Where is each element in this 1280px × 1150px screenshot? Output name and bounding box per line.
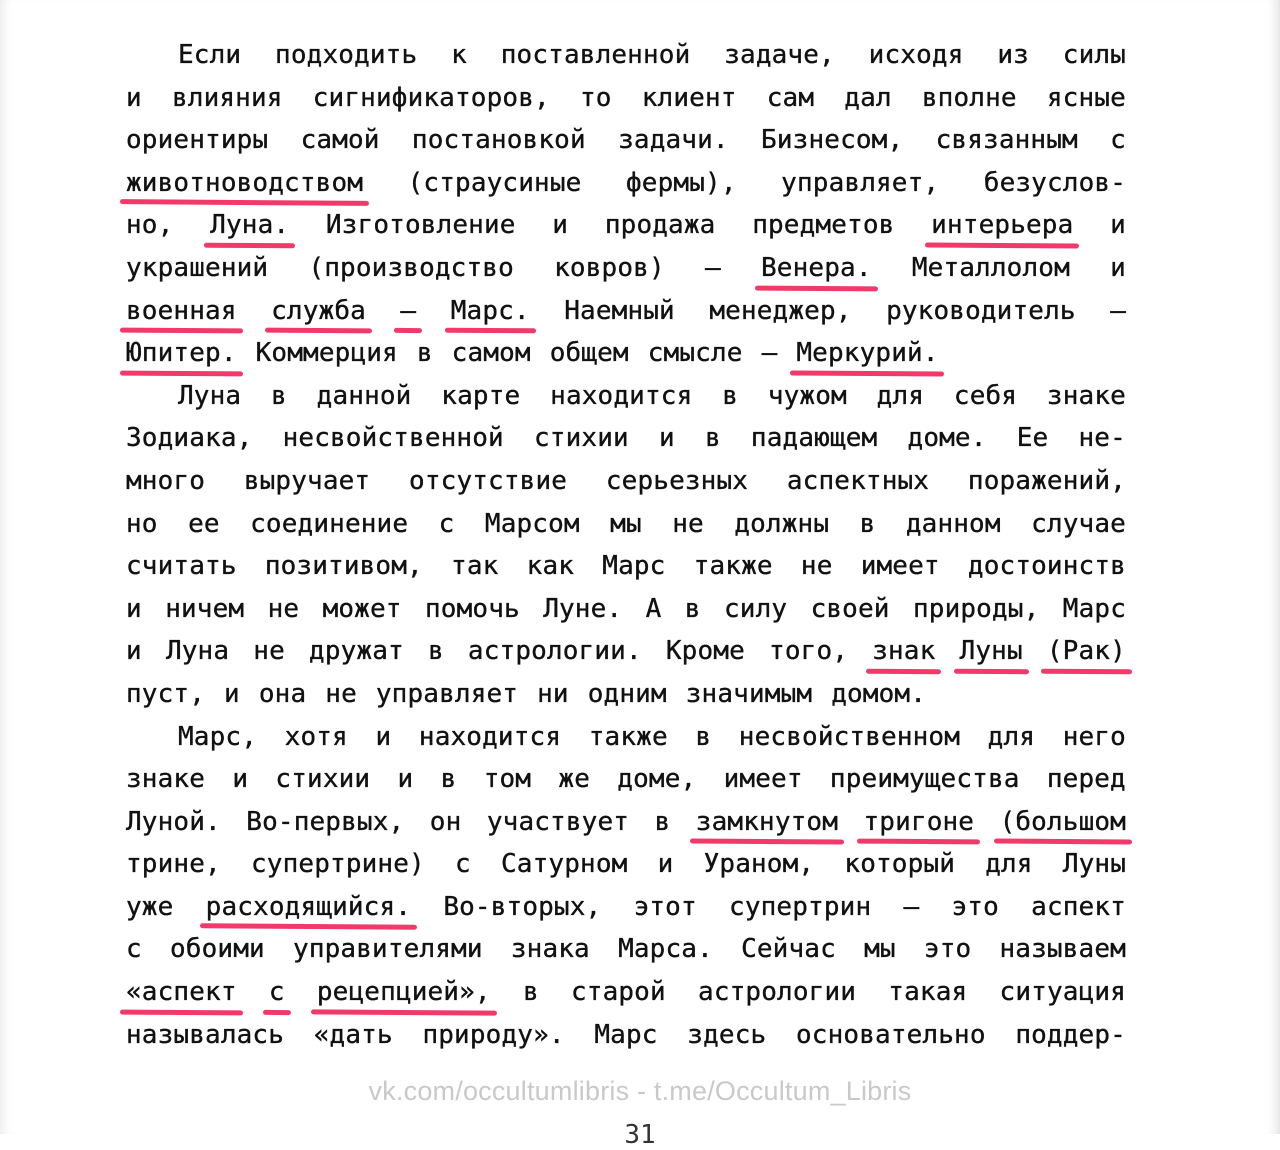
word: (производство [308,252,514,283]
word: то [579,82,612,113]
text-line [126,332,1126,375]
word: одним [587,678,667,709]
word: такая [888,977,968,1008]
word: Бизнесом, [761,125,904,156]
highlighted-word: «аспект [126,971,237,1014]
word: не [267,593,300,624]
word: должны [734,508,830,539]
highlighted-word: интерьера [931,204,1073,247]
text-line [126,417,1126,460]
word: в [695,721,712,752]
word: самом [451,338,531,369]
highlighted-word: расходящийся. [206,886,411,929]
word: имеет [860,551,940,582]
word: том [483,764,532,795]
word: и [126,593,142,624]
word: ясные [1046,82,1126,113]
word: Коммерция [255,338,398,369]
word: знаке [126,764,206,795]
word: соединение [250,508,409,539]
word: Во-вторых, [443,891,602,922]
word: называем [999,934,1126,965]
word: мы [864,934,896,965]
word: ситуация [999,977,1126,1008]
word: и [1110,210,1126,241]
highlighted-word: Луна. [210,204,289,247]
word: и [552,210,569,241]
text-line [126,928,1126,971]
word: для [876,380,925,411]
word: трине, [126,849,221,880]
word: Луны [1062,849,1126,880]
word: ее [188,508,220,539]
word: супертрине) [251,849,425,880]
word: помочь [424,593,520,624]
word: который [844,849,956,880]
word: Луной. [126,806,221,837]
word: исходя [868,40,964,70]
word: и [657,849,674,880]
text-line [126,588,1126,631]
word: постановкой [411,125,586,156]
word: ничем [165,593,245,624]
word: не [672,508,704,539]
word: не [253,636,285,667]
watermark-text: vk.com/occultumlibris - t.me/Occultum_Libris [368,1076,912,1106]
word: супертрин [729,891,872,922]
word: в [522,977,539,1008]
text-line [126,34,1126,77]
word: связанным [935,125,1078,156]
word: Во-первых, [246,806,405,837]
word: в [704,423,721,454]
text-line [126,247,1126,290]
word: здесь [687,1019,767,1050]
word: Луна [165,636,230,667]
word: Ураном, [703,849,815,880]
word: имеет [723,764,803,795]
word: ориентиры [126,125,269,156]
page-text [126,34,1126,1056]
word: аспектных [786,465,930,496]
word: она [258,678,307,709]
word: общем [549,338,629,369]
highlighted-word: Венера. [761,247,872,290]
word: мы [610,508,642,539]
word: карте [441,380,521,411]
paragraph [126,716,1126,1057]
text-line [126,77,1126,120]
word: него [1062,721,1126,752]
word: знака [510,934,590,965]
paragraph [126,375,1126,716]
word: считать [126,551,237,582]
word: — [1110,295,1126,326]
word: так [451,551,499,582]
word: этот [633,891,697,922]
word: в [859,508,876,539]
word: называлась [126,1019,285,1050]
word: для [987,721,1036,752]
highlighted-word: животноводством [126,162,363,205]
word: как [526,551,575,582]
word: достоинств [967,551,1126,582]
word: дал [844,82,892,113]
word: несвойственном [738,721,961,752]
highlighted-word: Луны [960,630,1023,673]
word: астрологии [698,977,857,1008]
text-line [126,971,1126,1014]
word: но, [126,210,174,241]
word: дружат [309,636,404,667]
word: стихии [534,423,629,454]
text-line [126,290,1126,333]
word: данном [905,508,1001,539]
word: задаче, [724,40,835,70]
word: менеджер, [709,295,852,326]
word: себя [953,380,1018,411]
word: и [375,721,392,752]
word: А [645,593,662,624]
text-line [126,630,1126,673]
word: — [761,338,778,369]
word: сигнификаторов, [312,82,550,113]
text-line [126,545,1126,588]
word: безуслов- [983,167,1126,198]
text-line [126,843,1126,886]
word: серьезных [605,465,749,496]
word: выручает [243,465,371,496]
word: это [951,891,999,922]
word: данной [316,380,412,411]
word: того, [769,636,849,667]
word: Изготовление [325,210,516,241]
highlighted-word: Юпитер. [126,332,237,375]
highlighted-word: (большом [1000,801,1126,844]
word: это [923,934,972,965]
word: астрологии. [467,636,642,667]
word: же [558,764,591,795]
word: домом. [831,678,927,709]
word: сам [766,82,815,113]
word: поставленной [500,40,691,70]
word: случае [1031,508,1126,539]
word: чужом [767,380,847,411]
word: с [1110,125,1126,156]
word: Марс, [178,721,258,752]
highlighted-word: знак [872,630,935,673]
text-line [126,716,1126,759]
highlighted-word: с [269,971,285,1014]
paragraph [126,34,1126,375]
word: украшений [126,252,269,283]
word: Сатурном [501,849,628,880]
word: в [427,636,444,667]
word: значимым [685,678,813,709]
page-number: 31 [624,1120,656,1150]
text-line [126,204,1126,247]
word: отсутствие [409,465,568,496]
text-line [126,119,1126,162]
text-line [126,886,1126,929]
word: управляет, [781,167,940,198]
word: и [1110,252,1126,283]
word: с [438,508,455,539]
word: — [903,891,920,922]
word: Луне. [543,593,623,624]
word: природу». [422,1019,565,1050]
word: в [416,338,433,369]
word: руководитель [886,295,1076,326]
word: в [440,764,457,795]
word: в [271,380,287,411]
word: доме, [617,764,697,795]
word: стихии [275,764,371,795]
word: и [224,678,240,709]
word: и [126,82,142,113]
word: продажа [604,210,716,241]
word: падающем [750,423,878,454]
word: с [126,934,142,965]
word: Марса. [618,934,713,965]
word: не [800,551,833,582]
word: знаке [1046,380,1126,411]
word: поражений, [967,465,1126,496]
word: «дать [313,1019,393,1050]
highlighted-word: рецепцией», [317,971,491,1014]
word: и [397,764,414,795]
word: Металлолом [911,252,1070,283]
word: и [126,636,142,667]
highlighted-word: военная [126,290,237,333]
word: вполне [921,82,1017,113]
word: из [997,40,1029,70]
word: но [126,508,158,539]
word: Наемный [564,295,675,326]
word: силы [1062,40,1126,70]
word: в [722,380,738,411]
word: доме. [907,423,987,454]
word: с [455,849,471,880]
word: также [693,551,773,582]
word: он [429,806,462,837]
word: влияния [171,82,283,113]
word: не- [1078,423,1126,454]
text-line [126,758,1126,801]
word: Марс [594,1019,658,1050]
word: природы, [912,593,1040,624]
highlighted-word: Меркурий. [796,332,938,375]
word: старой [570,977,666,1008]
word: уже [126,891,174,922]
word: (страусиные [407,167,582,198]
word: Если [178,40,242,70]
highlighted-word: служба [271,290,366,333]
word: фермы), [626,167,737,198]
word: перед [1046,764,1126,795]
word: подходить [275,40,418,70]
highlighted-word: тригоне [863,801,974,844]
text-line [126,801,1126,844]
word: не [325,678,357,709]
text-line [126,503,1126,546]
highlighted-word: — [400,290,416,333]
word: управляет [375,678,519,709]
word: обоими [170,934,265,965]
highlighted-word: (Рак) [1047,630,1126,673]
word: находится [418,721,562,752]
word: поддер- [1015,1019,1126,1050]
word: находится [550,380,693,411]
word: в [684,593,701,624]
word: и [232,764,249,795]
word: Марс [1062,593,1126,624]
text-line [126,1014,1126,1057]
word: участвует [486,806,630,837]
word: ни [537,678,569,709]
word: клиент [641,82,737,113]
word: Зодиака, [126,423,253,454]
word: Луна [178,380,242,411]
word: Марсом [484,508,580,539]
word: — [704,252,721,283]
word: ковров) [554,252,665,283]
word: Кроме [665,636,745,667]
text-line [126,162,1126,205]
word: в [654,806,671,837]
word: для [985,849,1033,880]
word: своей [810,593,890,624]
word: к [451,40,467,70]
highlighted-word: Марс. [451,290,530,333]
word: аспект [1031,891,1126,922]
word: несвойственной [282,423,504,454]
word: задачи. [618,125,729,156]
word: позитивом, [264,551,423,582]
word: хотя [284,721,348,752]
word: преимущества [829,764,1020,795]
text-line [126,673,1126,716]
word: силу [723,593,788,624]
text-line [126,460,1126,503]
word: предметов [752,210,895,241]
word: самой [300,125,380,156]
word: также [588,721,668,752]
word: Марс [602,551,666,582]
word: и [658,423,675,454]
word: смысле [647,338,743,369]
word: Сейчас [741,934,836,965]
highlighted-word: замкнутом [696,801,838,844]
word: может [322,593,402,624]
text-line [126,375,1126,418]
word: Ее [1016,423,1049,454]
word: основательно [796,1019,986,1050]
word: управителями [293,934,483,965]
word: много [126,465,206,496]
word: пуст, [126,678,206,709]
